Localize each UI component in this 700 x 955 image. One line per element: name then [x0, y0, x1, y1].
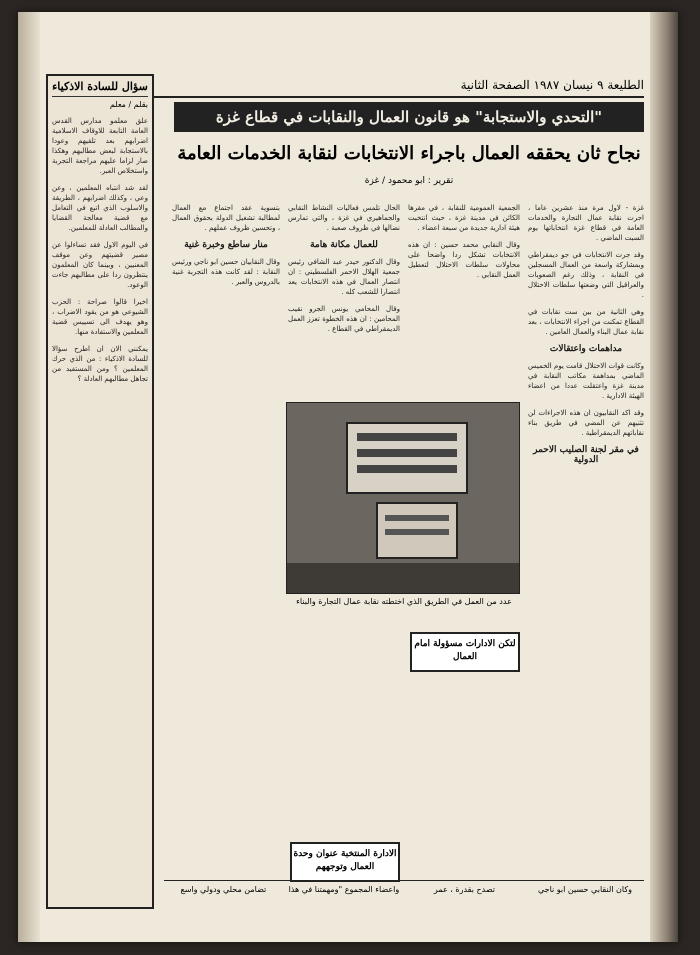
article-paragraph: وقال النقابيان حسين ابو ناجي ورئيس النقابة : لقد كانت هذه التجربة غنية بالدروس والعبر . [172, 258, 280, 286]
sidebar-column [46, 74, 154, 909]
pull-quote-box: لتكن الادارات مسؤولة امام العمال [410, 632, 520, 672]
book-spine [650, 12, 678, 942]
article-paragraph: بتسوية عقد اجتماع مع العمال لمطالبة تشغيل الدولة بحقوق العمال ، وتحسين ظروف عملهم . [172, 204, 280, 232]
pull-quote-box-2: الادارة المنتخبة عنوان وحدة العمال وتوجههم [290, 842, 400, 882]
main-article [164, 102, 644, 907]
article-column-4 [172, 196, 280, 901]
article-paragraph: الجمعية العمومية للنقابة ، في مقرها الكائن في مدينة غزة ، حيث انتخبت هيئة ادارية جديدة من سبعة اعضاء . [408, 204, 520, 232]
footer-item: تضامن محلي ودولي واسع [180, 885, 267, 894]
footer-item: واعضاء المجموع "ومهمتنا في هذا [288, 885, 400, 894]
sidebar-byline: بقلم / معلم [109, 100, 148, 109]
sidebar-body [52, 116, 148, 384]
footer-item: وكان النقابي حسين ابو ناجي [537, 885, 633, 894]
column-subhead: في مقر لجنة الصليب الاحمر الدولية [533, 445, 639, 465]
newspaper-page [18, 12, 678, 942]
article-kicker: "التحدي والاستجابة" هو قانون العمال والنقابات في قطاع غزة [174, 102, 644, 132]
article-paragraph: وقد جرت الانتخابات في جو ديمقراطي وبمشاركة واسعة من العمال المسجلين في النقابة ، وذلك رغم الصعوبات والعراقيل التي وضعتها سلطات الاحتلال . [528, 251, 644, 299]
sidebar-paragraph: يمكنني الان ان اطرح سؤالا للسادة الاذكياء : من الذي حرك المعلمين ؟ ومن المستفيد من تجاهل مطالبهم العادلة ؟ [52, 345, 148, 383]
column-subhead: للعمال مكانة هامة [310, 240, 378, 250]
article-paragraph: غزة - لاول مرة منذ عشرين عاما ، اجرت نقابة عمال التجارة والخدمات العامة في قطاع غزة انتخاباتها يوم السبت الماضي . [528, 204, 644, 242]
article-paragraph: وقال النقابي محمد حسين : ان هذه الانتخابات تشكل ردا واضحا على محاولات سلطات الاحتلال لتعطيل العمل النقابي . [408, 241, 520, 279]
sidebar-paragraph: في اليوم الاول فقد تساءلوا عن مصير قضيتهم وعن موقف المعنيين ، وبينما كان المعلمون ينتظرون ردا على مطالبهم جاءت الوعود. [52, 241, 148, 289]
photo-image [287, 403, 519, 593]
issue-line: الطليعة ٩ نيسان ١٩٨٧ الصفحة الثانية [460, 78, 644, 92]
article-column-1 [528, 196, 644, 901]
page-footer [164, 880, 644, 899]
column-subhead: مداهمات واعتقالات [549, 344, 623, 354]
sidebar-paragraph: علق معلمو مدارس القدس العامة التابعة للاوقاف الاسلامية اضرابهم بعد تلقيهم وعودا بالاستجابة لبعض مطالبهم وهكذا صار لزاما عليهم مراجعة التجربة واستخلاص العبر. [52, 117, 148, 175]
article-paragraph: وقد اكد النقابيون ان هذه الاجراءات لن تثنيهم عن المضي في طريق بناء نقاباتهم الديمقراطية . [528, 409, 644, 437]
sidebar-paragraph: لقد شد انتباه المعلمين ، وعن وعي ، وكذلك اضرابهم ، الطريقة والاسلوب الذي اتبع في التعامل مع قضية معالجة القضايا والمطالب العادلة للمعلمين. [52, 184, 148, 232]
article-paragraph: الحال تلمس فعاليات النشاط النقابي والجماهيري في غزة ، والتي تمارس نضالها في ظروف صعبة . [288, 204, 400, 232]
photo-caption: عدد من العمل في الطريق الذي اختطته نقابة عمال التجارة والبناء [296, 597, 512, 606]
sidebar-title: سؤال للسادة الاذكياء [52, 80, 148, 97]
article-headline: نجاح ثان يحققه العمال باجراء الانتخابات لنقابة الخدمات العامة [177, 143, 641, 164]
footer-item: تصدح بقدرة ، عمر [433, 885, 495, 894]
article-paragraph: وقال المحامي يونس الجرو نقيب المحامين : ان هذه الخطوة تعزز العمل الديمقراطي في القطاع . [288, 305, 400, 333]
column-subhead: منار ساطع وخبرة غنية [184, 240, 268, 250]
article-paragraph: وهي الثانية من بين ست نقابات في القطاع تمكنت من اجراء الانتخابات ، بعد نقابة عمال البناء والعمال العامين . [528, 308, 644, 336]
article-photo [286, 402, 520, 594]
article-paragraph: وقال الدكتور حيدر عبد الشافي رئيس جمعية الهلال الاحمر الفلسطيني : ان انتصار العمال في هذه الانتخابات يعد انتصارا للشعب كله . [288, 258, 400, 296]
article-reporter: تقرير : ابو محمود / غزة [364, 176, 454, 186]
article-paragraph: وكانت قوات الاحتلال قامت يوم الخميس الماضي بمداهمة مكاتب النقابة في مدينة غزة واعتقلت عددا من اعضاء الهيئة الادارية . [528, 362, 644, 400]
sidebar-paragraph: اخيرا قالوا صراحة : الحزب الشيوعي هو من يقود الاضراب ، وهو يهدف الى تسييس قضية المعلمين والاستفادة منها. [52, 298, 148, 336]
article-column-2 [408, 196, 520, 396]
page-binding [18, 12, 40, 942]
article-column-3 [288, 196, 400, 396]
